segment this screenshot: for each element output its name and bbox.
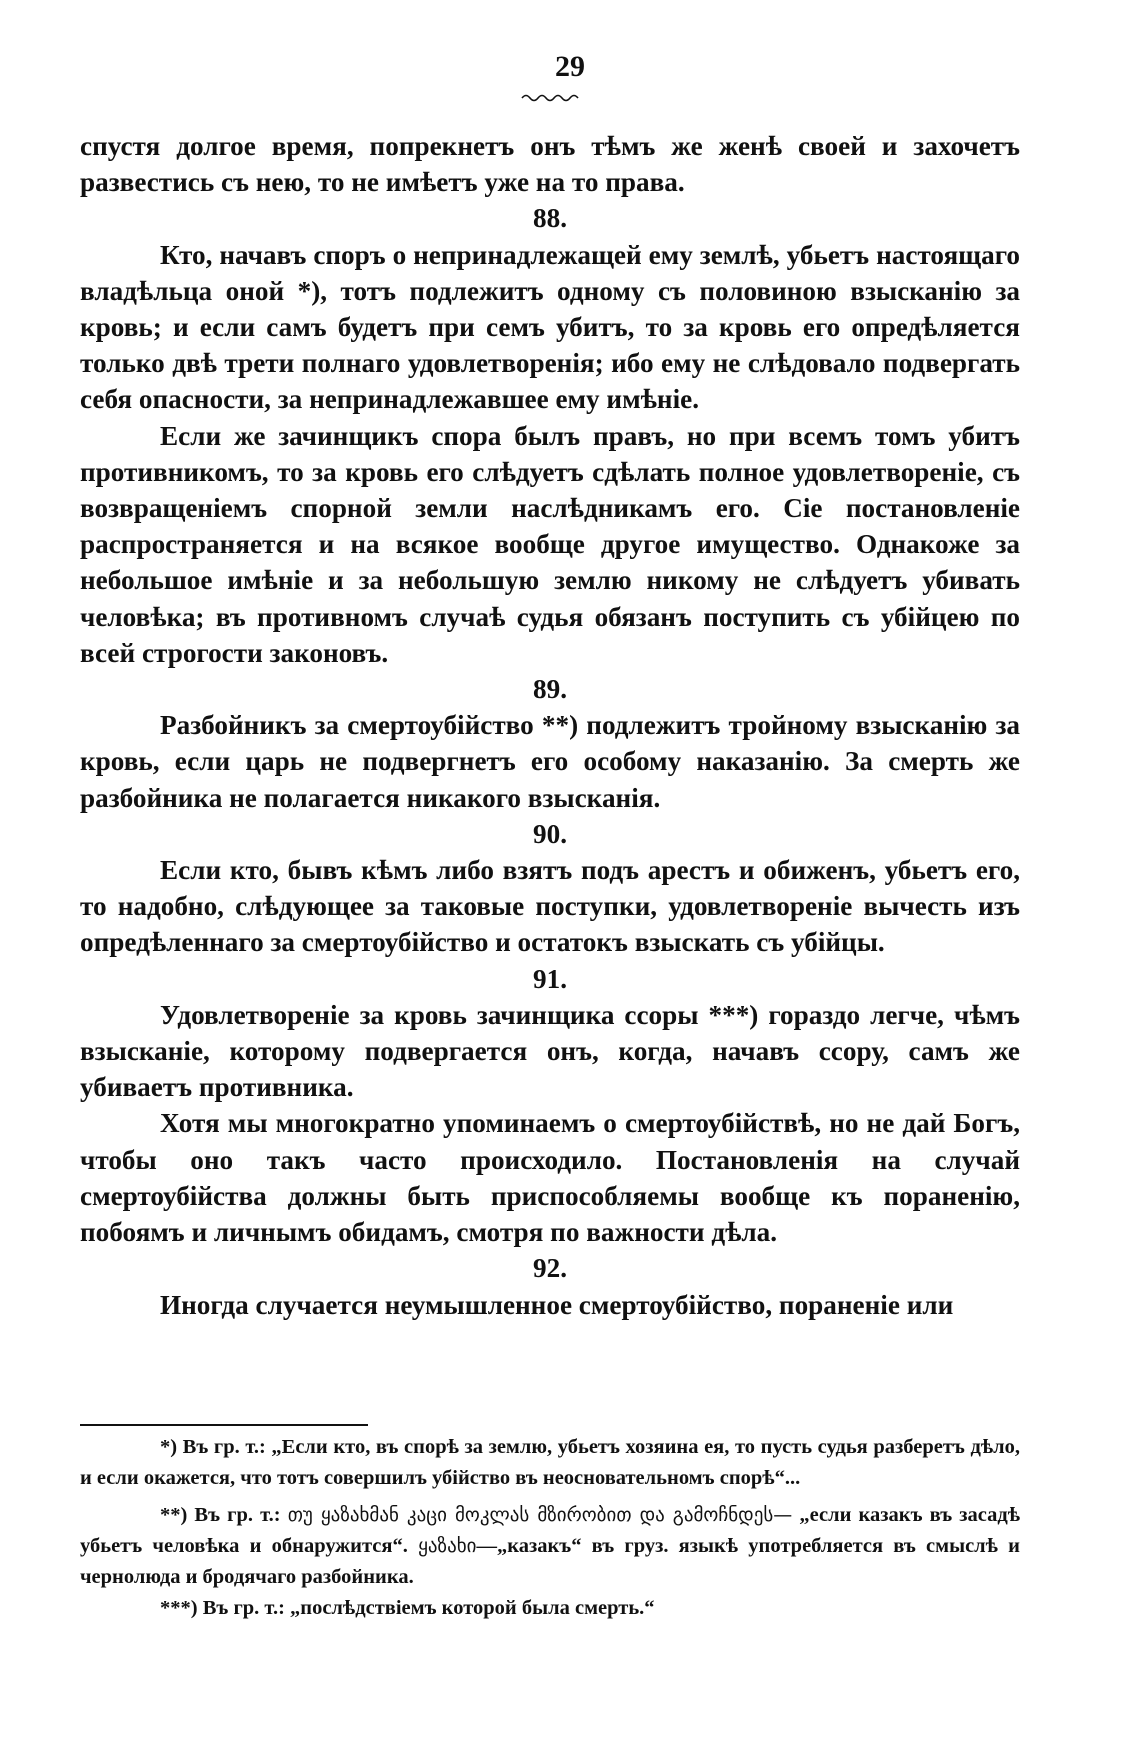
footnotes — [80, 1432, 1020, 1624]
page-number-ornament — [520, 92, 584, 102]
article-number: 90. — [533, 818, 567, 849]
article-number: 92. — [533, 1253, 567, 1284]
paragraph: Если же зачинщикъ спора былъ правъ, но при всемъ томъ убитъ противникомъ, то за кровь его слѣдуетъ сдѣлать полное удовлетвореніе, съ возвращеніемъ спорной земли наслѣдникамъ его. Сіе постановленіе распространяется и на всякое вообще другое имущество. Однакоже за небольшое имѣніе и за небольшую землю никому не слѣдуетъ убивать человѣка; въ противномъ случаѣ судья обязанъ поступить съ убійцею по всей строгости законовъ. — [80, 420, 1020, 668]
main-text — [80, 128, 1020, 1323]
georgian-quote: თუ ყაზახმან კაცი მოკლას მზირობით და გამოჩნდეს— — [287, 1504, 793, 1526]
footnote-divider — [80, 1424, 368, 1426]
paragraph: Хотя мы многократно упоминаемъ о смертоубійствѣ, но не дай Богъ, чтобы оно такъ часто происходило. Постановленія на случай смертоубійства должны быть приспособляемы вообще къ пораненію, побоямъ и личнымъ обидамъ, смотря по важности дѣла. — [80, 1108, 1020, 1248]
paragraph: Кто, начавъ споръ о непринадлежащей ему землѣ, убьетъ настоящаго владѣльца оной *), тотъ подлежитъ одному съ половиною взысканію за кровь; и если самъ будетъ при семъ убитъ, то за кровь его опредѣляется только двѣ трети полнаго удовлетворенія; ибо ему не слѣдовало подвергать себя опасности, за непринадлежавшее ему имѣніе. — [80, 239, 1020, 415]
paragraph: Если кто, бывъ кѣмъ либо взятъ подъ арестъ и обиженъ, убьетъ его, то надобно, слѣдующее за таковые поступки, удовлетвореніе вычесть изъ опредѣленнаго за смертоубійство и остатокъ взыскать съ убійцы. — [80, 855, 1020, 958]
footnote: ***) Въ гр. т.: „послѣдствіемъ которой была смерть.“ — [160, 1597, 655, 1619]
article-number: 91. — [533, 963, 567, 994]
paragraph: Удовлетвореніе за кровь зачинщика ссоры ***) гораздо легче, чѣмъ взысканіе, которому подвергается онъ, когда, начавъ ссору, самъ же убиваетъ противника. — [80, 999, 1020, 1103]
footnote — [80, 1500, 1020, 1593]
article-number: 88. — [533, 203, 567, 234]
georgian-word: ყაზახი — [418, 1535, 477, 1557]
page-number: 29 — [555, 50, 585, 83]
footnote-tail: —„казакъ“ въ груз. языкѣ употребляется въ смыслѣ и чернолюда и бродячаго разбойника. — [80, 1535, 1020, 1588]
article-number: 89. — [533, 674, 567, 705]
footnote: *) Въ гр. т.: „Если кто, въ спорѣ за землю, убьетъ хозяина ея, то пусть судья разберетъ дѣло, и если окажется, что тотъ совершилъ убійство въ неосновательномъ спорѣ“... — [80, 1436, 1020, 1489]
footnote-translation: „если казакъ въ засадѣ убьетъ человѣка и обнаружится“. — [80, 1504, 1021, 1557]
paragraph: Разбойникъ за смертоубійство **) подлежитъ тройному взысканію за кровь, если царь не подвергнетъ его особому наказанію. За смерть же разбойника не полагается никакого взысканія. — [80, 710, 1020, 813]
footnote-lead: **) Въ гр. т.: — [160, 1504, 281, 1526]
paragraph: Иногда случается неумышленное смертоубійство, пораненіе или — [160, 1289, 954, 1320]
paragraph: спустя долгое время, попрекнетъ онъ тѣмъ же женѣ своей и захочетъ развестись съ нею, то не имѣетъ уже на то права. — [80, 131, 1020, 198]
